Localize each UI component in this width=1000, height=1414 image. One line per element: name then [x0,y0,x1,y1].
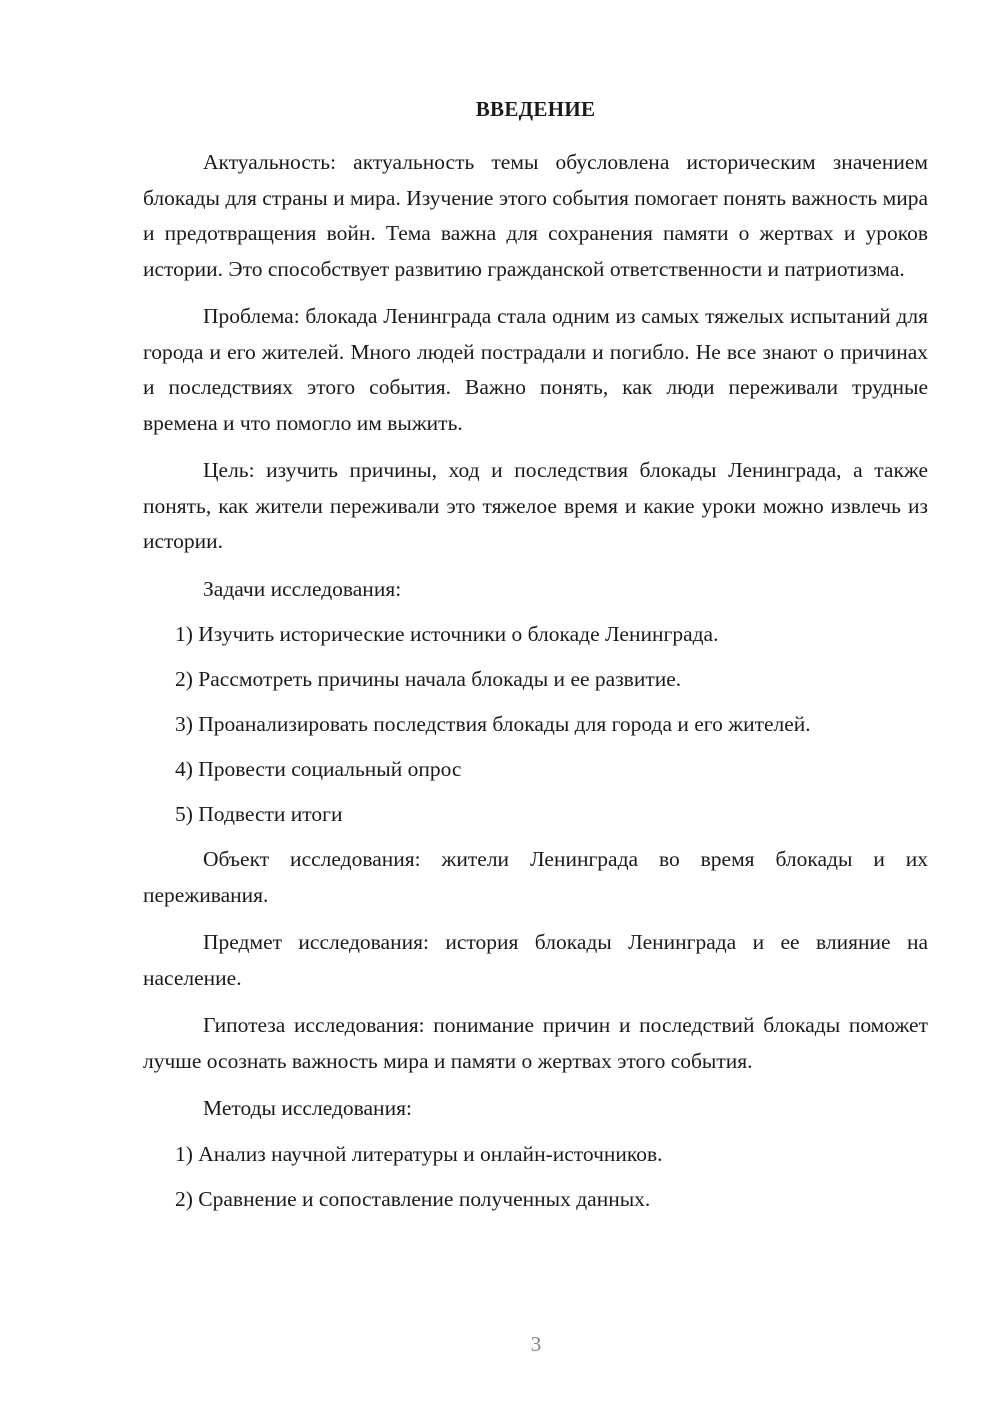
list-item: 1) Анализ научной литературы и онлайн-источников. [175,1141,663,1166]
list-item: 2) Рассмотреть причины начала блокады и ее развитие. [175,667,682,691]
paragraph-object: Объект исследования: жители Ленинграда во время блокады и их переживания. [143,847,928,907]
paragraph-goal: Цель: изучить причины, ход и последствия блокады Ленинграда, а также понять, как жители переживали это тяжелое время и какие уроки можно извлечь из истории. [143,458,928,553]
page-content [143,92,928,1227]
list-item: 2) Сравнение и сопоставление полученных данных. [175,1186,651,1211]
page-number: 3 [530,1332,542,1356]
methods-heading: Методы исследования: [203,1096,412,1120]
list-item: 3) Проанализировать последствия блокады для города и его жителей. [175,712,811,736]
paragraph-relevance: Актуальность: актуальность темы обусловлена историческим значением блокады для страны и мира. Изучение этого события помогает понять важность мира и предотвращения войн. Тема важна для сохранения памяти о жертвах и уроков истории. Это способствует развитию гражданской ответственности и патриотизма. [143,150,928,281]
paragraph-problem: Проблема: блокада Ленинграда стала одним из самых тяжелых испытаний для города и его жителей. Много людей пострадали и погибло. Не все знают о причинах и последствиях этого события. Важно понять, как люди переживали трудные времена и что помогло им выжить. [143,304,928,435]
section-title: ВВЕДЕНИЕ [475,97,596,121]
tasks-heading: Задачи исследования: [203,576,402,601]
list-item: 5) Подвести итоги [175,802,343,826]
list-item: 4) Провести социальный опрос [175,757,462,781]
paragraph-subject: Предмет исследования: история блокады Ленинграда и ее влияние на население. [143,930,928,990]
tasks-list [143,617,928,832]
list-item: 1) Изучить исторические источники о блокаде Ленинграда. [175,622,719,646]
paragraph-hypothesis: Гипотеза исследования: понимание причин и последствий блокады поможет лучше осознать важность мира и памяти о жертвах этого события. [143,1013,928,1073]
methods-list [143,1137,928,1217]
